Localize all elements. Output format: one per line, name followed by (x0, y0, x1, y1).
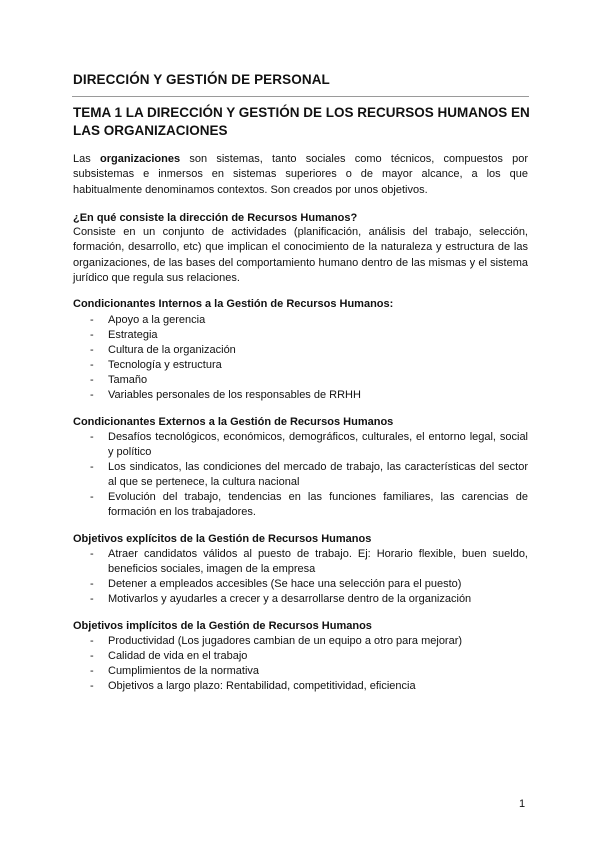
dash-bullet: - (90, 314, 94, 326)
question-heading: ¿En qué consiste la dirección de Recursos Humanos? (73, 212, 358, 224)
list-item-text: Evolución del trabajo, tendencias en las funciones familiares, las carencias de formación en los trabajadores. (108, 491, 528, 519)
list-item (73, 664, 528, 679)
title-divider (72, 96, 529, 97)
intro-bold-term: organizaciones (100, 153, 181, 165)
list-item-text: Motivarlos y ayudarles a crecer y a desarrollarse dentro de la organización (108, 593, 472, 606)
list-item (73, 634, 528, 649)
dash-bullet: - (90, 548, 94, 560)
question-paragraph: Consiste en un conjunto de actividades (planificación, análisis del trabajo, selección, formación, desarrollo, etc) que implican el conocimiento de la naturaleza y estructura de las organizaciones, de las bases del comportamiento humano dentro de las mismas y el sistema jurídico que regula sus relaciones. (73, 226, 528, 284)
dash-bullet: - (90, 680, 94, 693)
page-number: 1 (519, 798, 526, 810)
list-item-text: Calidad de vida en el trabajo (108, 650, 248, 663)
dash-bullet: - (90, 578, 94, 591)
list-explicit (73, 547, 528, 607)
list-item-text: Estrategia (108, 329, 158, 342)
list-item-text: Apoyo a la gerencia (108, 314, 206, 326)
section-heading-internal: Condicionantes Internos a la Gestión de Recursos Humanos: (73, 298, 394, 310)
list-item-text: Cultura de la organización (108, 344, 236, 357)
list-item (73, 490, 528, 520)
list-item (73, 649, 528, 664)
list-item (73, 679, 528, 694)
dash-bullet: - (90, 650, 94, 663)
topic-heading: TEMA 1 LA DIRECCIÓN Y GESTIÓN DE LOS RECURSOS HUMANOS EN LAS ORGANIZACIONES (73, 105, 530, 138)
list-item-text: Variables personales de los responsables de RRHH (108, 389, 361, 402)
dash-bullet: - (90, 491, 94, 504)
intro-prefix: Las (73, 153, 100, 165)
dash-bullet: - (90, 431, 94, 443)
dash-bullet: - (90, 593, 94, 606)
list-internal (73, 313, 528, 404)
list-item (73, 373, 528, 388)
dash-bullet: - (90, 374, 94, 387)
section-heading-implicit: Objetivos implícitos de la Gestión de Recursos Humanos (73, 620, 372, 632)
section-heading-explicit: Objetivos explícitos de la Gestión de Recursos Humanos (73, 533, 372, 545)
list-implicit (73, 634, 528, 694)
list-item (73, 592, 528, 607)
list-item (73, 358, 528, 373)
list-item-text: Cumplimientos de la normativa (108, 665, 260, 678)
list-item-text: Productividad (Los jugadores cambian de un equipo a otro para mejorar) (108, 635, 463, 647)
list-item (73, 343, 528, 358)
intro-paragraph (73, 152, 528, 198)
list-item-text: Atraer candidatos válidos al puesto de trabajo. Ej: Horario flexible, buen sueldo, beneficios sociales, imagen de la empresa (108, 548, 528, 576)
dash-bullet: - (90, 344, 94, 357)
list-item (73, 328, 528, 343)
list-item (73, 430, 528, 460)
list-item-text: Tamaño (108, 374, 148, 387)
list-item (73, 460, 528, 490)
list-item-text: Los sindicatos, las condiciones del mercado de trabajo, las características del sector al que se pertenece, la cultura nacional (108, 461, 528, 489)
list-item (73, 388, 528, 403)
dash-bullet: - (90, 329, 94, 342)
list-item-text: Tecnología y estructura (108, 359, 222, 372)
list-item-text: Detener a empleados accesibles (Se hace una selección para el puesto) (108, 578, 462, 591)
list-item (73, 313, 528, 328)
list-item (73, 547, 528, 577)
list-external (73, 430, 528, 521)
dash-bullet: - (90, 665, 94, 678)
section-heading-external: Condicionantes Externos a la Gestión de Recursos Humanos (73, 416, 394, 428)
dash-bullet: - (90, 635, 94, 647)
list-item (73, 577, 528, 592)
list-item-text: Desafíos tecnológicos, económicos, demográficos, culturales, el entorno legal, social y político (108, 431, 528, 459)
list-item-text: Objetivos a largo plazo: Rentabilidad, competitividad, eficiencia (108, 680, 416, 693)
document-title: DIRECCIÓN Y GESTIÓN DE PERSONAL (73, 72, 330, 87)
intro-rest: son sistemas, tanto sociales como técnicos, compuestos por subsistemas e inmersos en sistemas superiores o de mayor alcance, a los que habitualmente denominamos contextos. Son creados por unos objetivos. (73, 153, 529, 196)
dash-bullet: - (90, 461, 94, 474)
dash-bullet: - (90, 389, 94, 402)
dash-bullet: - (90, 359, 94, 372)
